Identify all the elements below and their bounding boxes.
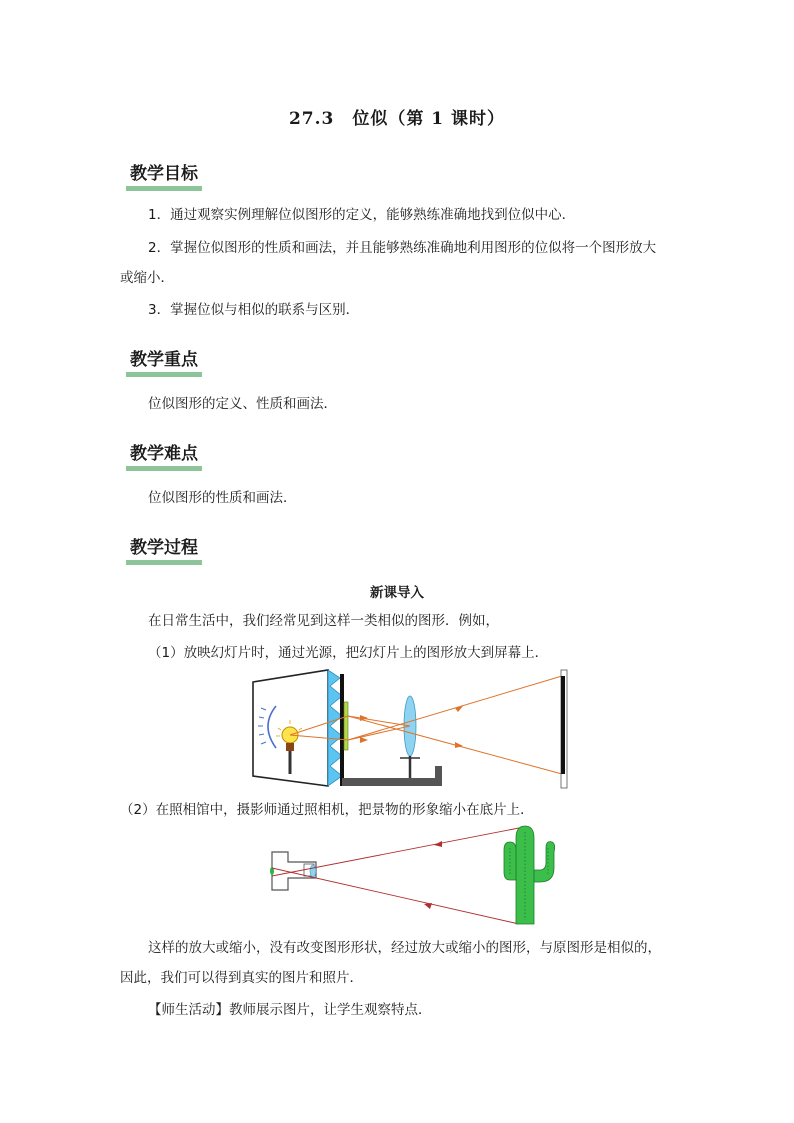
projector-diagram xyxy=(250,668,575,790)
example-1-text: （1）放映幻灯片时，通过光源，把幻灯片上的图形放大到屏幕上． xyxy=(148,645,549,661)
camera-lens-icon xyxy=(310,865,316,877)
objective-item-3: 3．掌握位似与相似的联系与区别． xyxy=(148,302,360,318)
section-heading-objectives: 教学目标 xyxy=(126,164,202,191)
section-heading-process: 教学过程 xyxy=(126,538,202,565)
process-intro: 在日常生活中，我们经常见到这样一类相似的图形．例如， xyxy=(148,613,499,629)
difficulties-text: 位似图形的性质和画法． xyxy=(148,490,297,506)
key-points-text: 位似图形的定义、性质和画法． xyxy=(148,396,337,412)
objective-item-2: 2．掌握位似图形的性质和画法，并且能够熟练准确地利用图形的位似将一个图形放大 xyxy=(148,240,657,256)
camera-diagram xyxy=(264,824,564,930)
subheading-new-lesson: 新课导入 xyxy=(370,585,424,601)
conclusion-line-2: 因此，我们可以得到真实的图片和照片． xyxy=(120,970,363,986)
section-heading-key-points: 教学重点 xyxy=(126,350,202,377)
objective-item-2-cont: 或缩小． xyxy=(120,270,174,286)
cactus-icon xyxy=(504,826,555,924)
conclusion-line-1: 这样的放大或缩小，没有改变图形形状，经过放大或缩小的图形，与原图形是相似的， xyxy=(148,940,661,956)
page-title: 27.3 位似（第 1 课时） xyxy=(288,109,506,129)
teacher-activity: 【师生活动】教师展示图片，让学生观察特点． xyxy=(148,1002,432,1018)
objective-item-1: 1．通过观察实例理解位似图形的定义，能够熟练准确地找到位似中心． xyxy=(148,207,576,223)
section-heading-difficulties: 教学难点 xyxy=(126,444,202,471)
example-2-text: （2）在照相馆中，摄影师通过照相机，把景物的形象缩小在底片上． xyxy=(120,802,534,818)
